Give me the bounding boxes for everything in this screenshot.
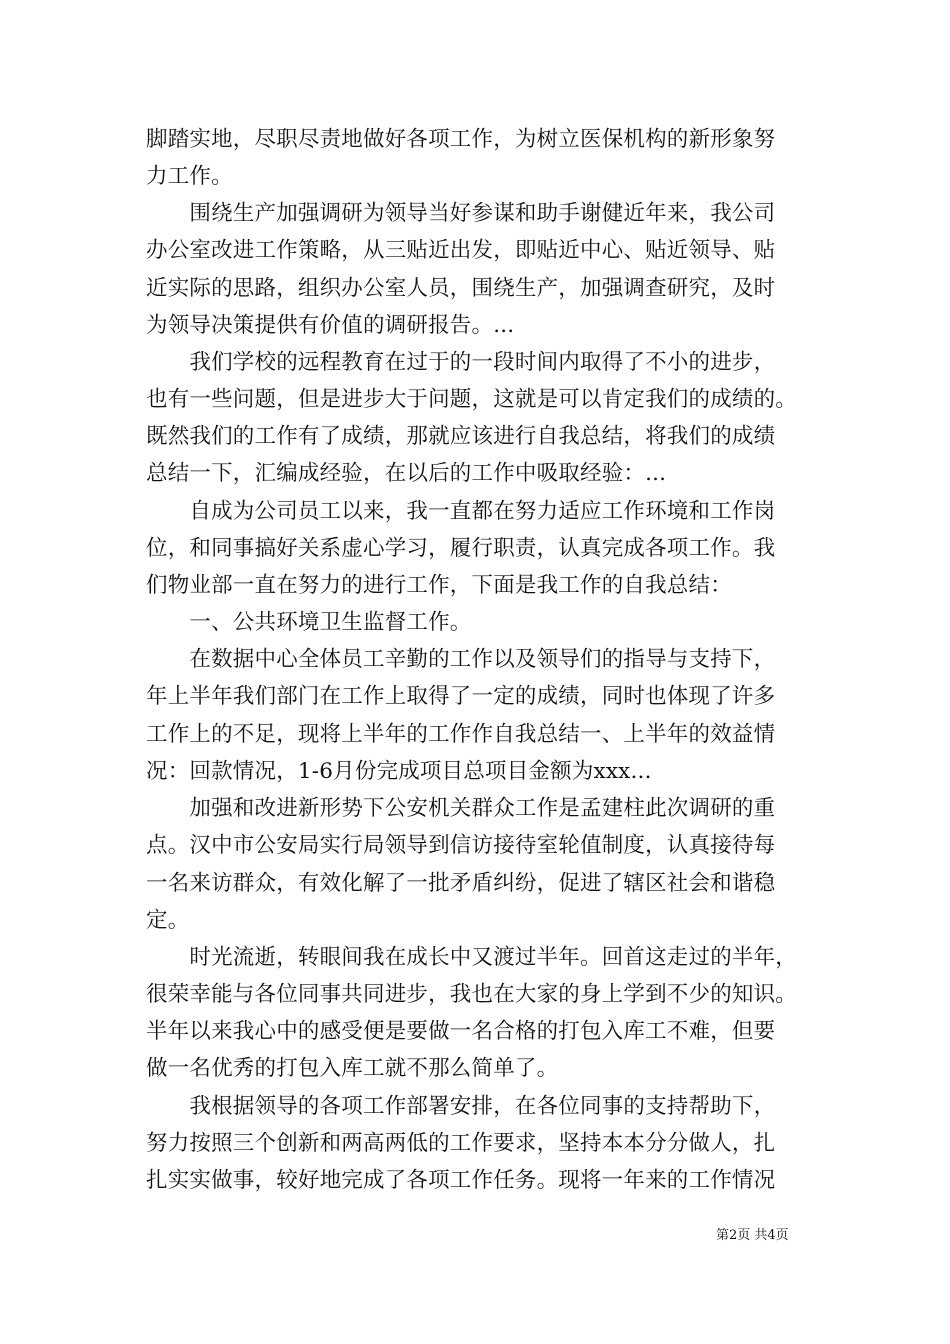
text-line: 努力按照三个创新和两高两低的工作要求，坚持本本分分做人，扎 [146, 1131, 776, 1156]
text-line: 年上半年我们部门在工作上取得了一定的成绩，同时也体现了许多 [146, 684, 776, 709]
text-line: 力工作。 [146, 164, 233, 189]
text-line: 很荣幸能与各位同事共同进步，我也在大家的身上学到不少的知识。 [146, 982, 798, 1007]
text-line: 也有一些问题，但是进步大于问题，这就是可以肯定我们的成绩的。 [146, 387, 798, 412]
text-line: 办公室改进工作策略，从三贴近出发，即贴近中心、贴近领导、贴 [146, 238, 776, 263]
text-line: 在数据中心全体员工辛勤的工作以及领导们的指导与支持下， [146, 647, 776, 672]
text-line: 半年以来我心中的感受便是要做一名合格的打包入库工不难，但要 [146, 1019, 776, 1044]
text-line: 我根据领导的各项工作部署安排，在各位同事的支持帮助下， [146, 1094, 776, 1119]
text-line: 一、公共环境卫生监督工作。 [146, 610, 472, 635]
text-line: 近实际的思路，组织办公室人员，围绕生产，加强调查研究，及时 [146, 276, 776, 301]
text-line: 一名来访群众，有效化解了一批矛盾纠纷，促进了辖区社会和谐稳 [146, 871, 776, 896]
text-line: 做一名优秀的打包入库工就不那么简单了。 [146, 1056, 559, 1081]
text-line: 位，和同事搞好关系虚心学习，履行职责，认真完成各项工作。我 [146, 536, 776, 561]
text-line: 扎实实做事，较好地完成了各项工作任务。现将一年来的工作情况 [146, 1168, 776, 1193]
text-line: 况：回款情况，1-6月份完成项目总项目金额为xxx... [146, 759, 652, 784]
text-line: 总结一下，汇编成经验，在以后的工作中吸取经验：... [146, 461, 667, 486]
text-line: 我们学校的远程教育在过于的一段时间内取得了不小的进步， [146, 350, 776, 375]
text-line: 点。汉中市公安局实行局领导到信访接待室轮值制度，认真接待每 [146, 833, 776, 858]
text-line: 脚踏实地，尽职尽责地做好各项工作，为树立医保机构的新形象努 [146, 127, 776, 152]
text-line: 自成为公司员工以来，我一直都在努力适应工作环境和工作岗 [146, 499, 776, 524]
text-line: 工作上的不足，现将上半年的工作作自我总结一、上半年的效益情 [146, 722, 776, 747]
text-line: 加强和改进新形势下公安机关群众工作是孟建柱此次调研的重 [146, 796, 776, 821]
text-line: 定。 [146, 908, 190, 933]
page-footer: 第2页 共4页 [716, 1228, 789, 1243]
text-line: 围绕生产加强调研为领导当好参谋和助手谢健近年来，我公司 [146, 201, 776, 226]
text-line: 既然我们的工作有了成绩，那就应该进行自我总结，将我们的成绩 [146, 424, 776, 449]
text-line: 们物业部一直在努力的进行工作，下面是我工作的自我总结： [146, 573, 732, 598]
text-line: 为领导决策提供有价值的调研报告。... [146, 313, 515, 338]
text-line: 时光流逝，转眼间我在成长中又渡过半年。回首这走过的半年， [146, 945, 798, 970]
